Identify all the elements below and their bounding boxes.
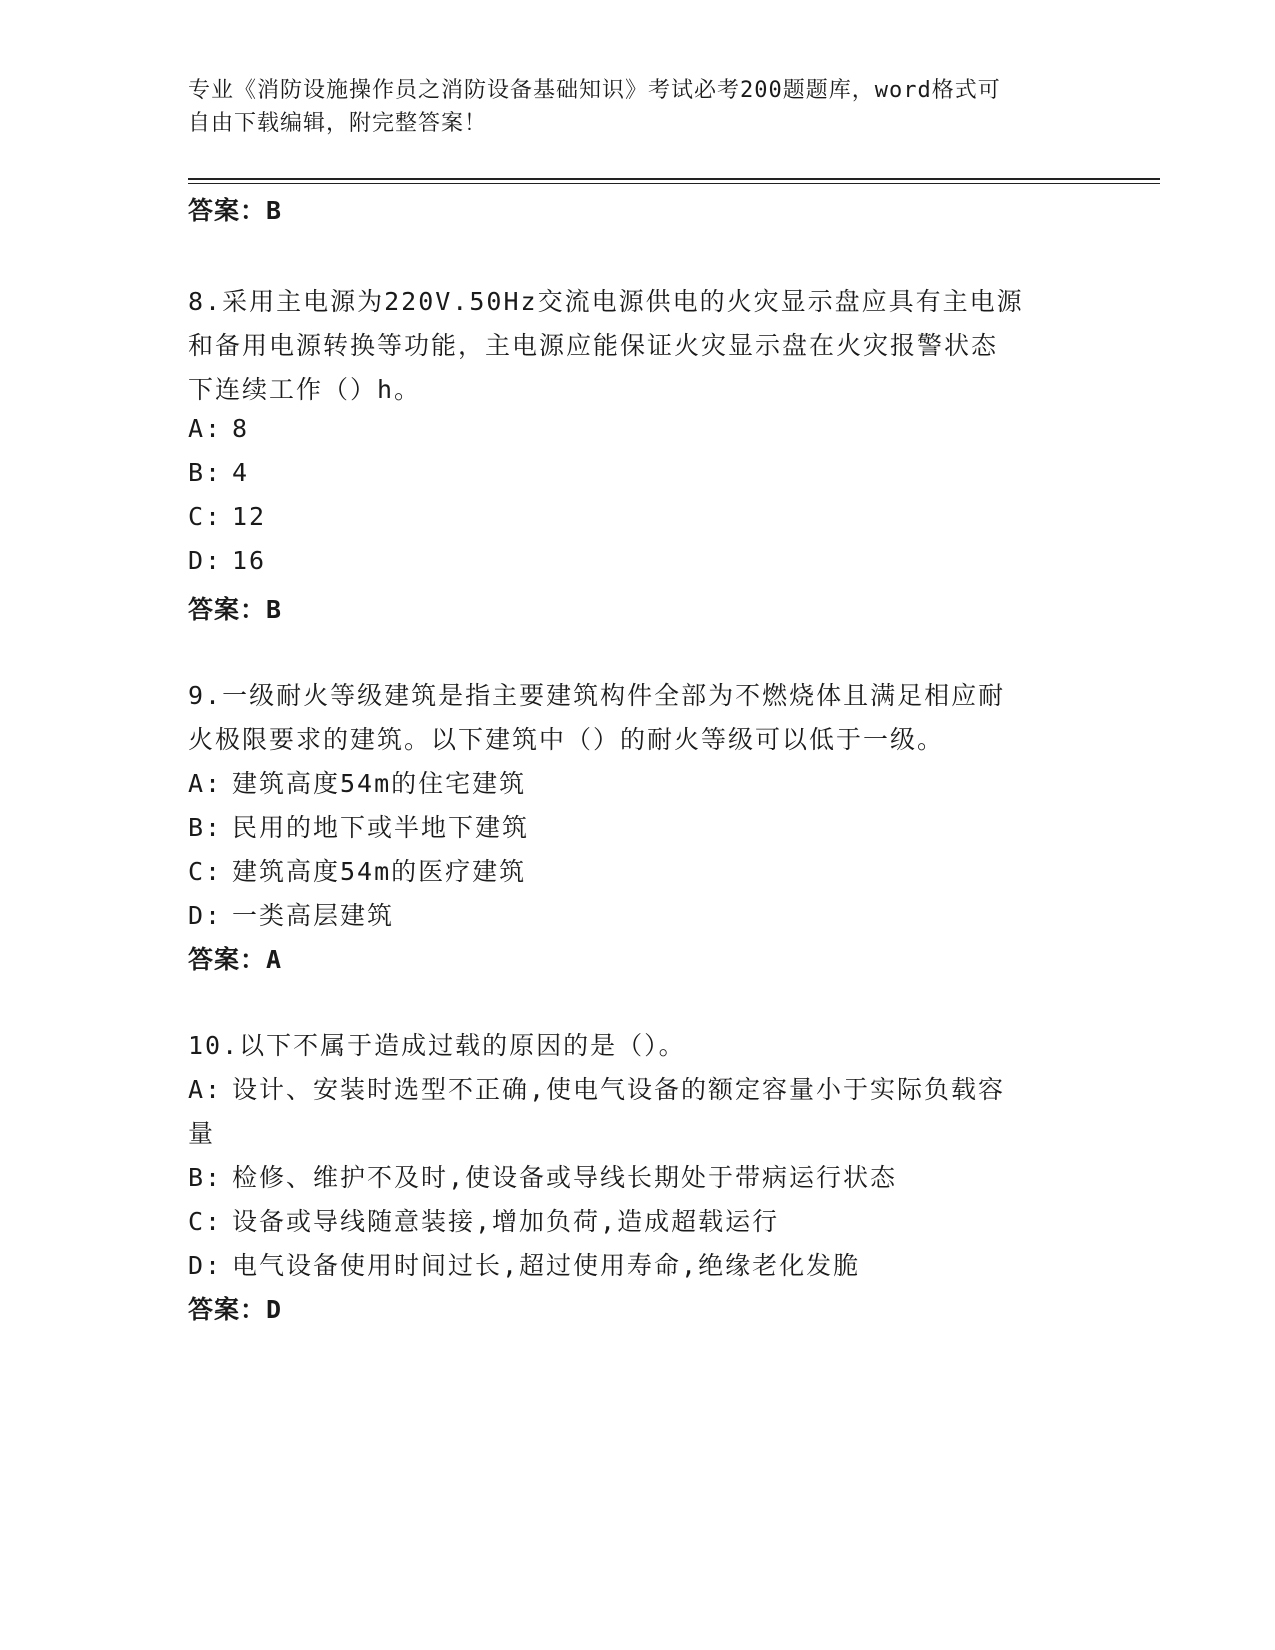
question-9-option-b: B: 民用的地下或半地下建筑 xyxy=(188,813,530,842)
question-10-option-c: C: 设备或导线随意装接,增加负荷,造成超载运行 xyxy=(188,1207,780,1236)
question-8-stem-line-2: 和备用电源转换等功能，主电源应能保证火灾显示盘在火灾报警状态 xyxy=(188,331,999,360)
previous-answer: 答案：B xyxy=(188,196,283,225)
question-10-option-b: B: 检修、维护不及时,使设备或导线长期处于带病运行状态 xyxy=(188,1163,898,1192)
header-rule-thick xyxy=(188,178,1160,180)
question-9-option-d: D: 一类高层建筑 xyxy=(188,901,395,930)
question-8-stem-line-3: 下连续工作（）h。 xyxy=(188,375,422,404)
question-9-option-c: C: 建筑高度54m的医疗建筑 xyxy=(188,857,527,886)
question-8-option-d: D: 16 xyxy=(188,546,267,575)
question-10-option-a: A: 设计、安装时选型不正确,使电气设备的额定容量小于实际负载容 xyxy=(188,1075,1006,1104)
header-line-2: 自由下载编辑，附完整答案！ xyxy=(188,111,488,136)
header-rule-thin xyxy=(188,183,1160,184)
document-header xyxy=(188,74,1068,140)
question-10-stem-line-1: 10.以下不属于造成过载的原因的是（）。 xyxy=(188,1031,686,1060)
header-line-1: 专业《消防设施操作员之消防设备基础知识》考试必考200题题库，word格式可 xyxy=(188,78,1001,103)
question-8-option-c: C: 12 xyxy=(188,502,267,531)
question-9-stem-line-1: 9.一级耐火等级建筑是指主要建筑构件全部为不燃烧体且满足相应耐 xyxy=(188,681,1006,710)
question-9-stem-line-2: 火极限要求的建筑。以下建筑中（）的耐火等级可以低于一级。 xyxy=(188,725,945,754)
question-9-option-a: A: 建筑高度54m的住宅建筑 xyxy=(188,769,527,798)
question-8-answer: 答案：B xyxy=(188,595,283,624)
question-9-answer: 答案：A xyxy=(188,945,283,974)
question-8-stem-line-1: 8.采用主电源为220V.50Hz交流电源供电的火灾显示盘应具有主电源 xyxy=(188,287,1024,316)
question-8-option-a: A: 8 xyxy=(188,414,250,443)
question-8-option-b: B: 4 xyxy=(188,458,250,487)
question-10-option-d: D: 电气设备使用时间过长,超过使用寿命,绝缘老化发脆 xyxy=(188,1251,861,1280)
question-10-answer: 答案：D xyxy=(188,1295,283,1324)
question-10-option-a-continued: 量 xyxy=(188,1119,216,1148)
